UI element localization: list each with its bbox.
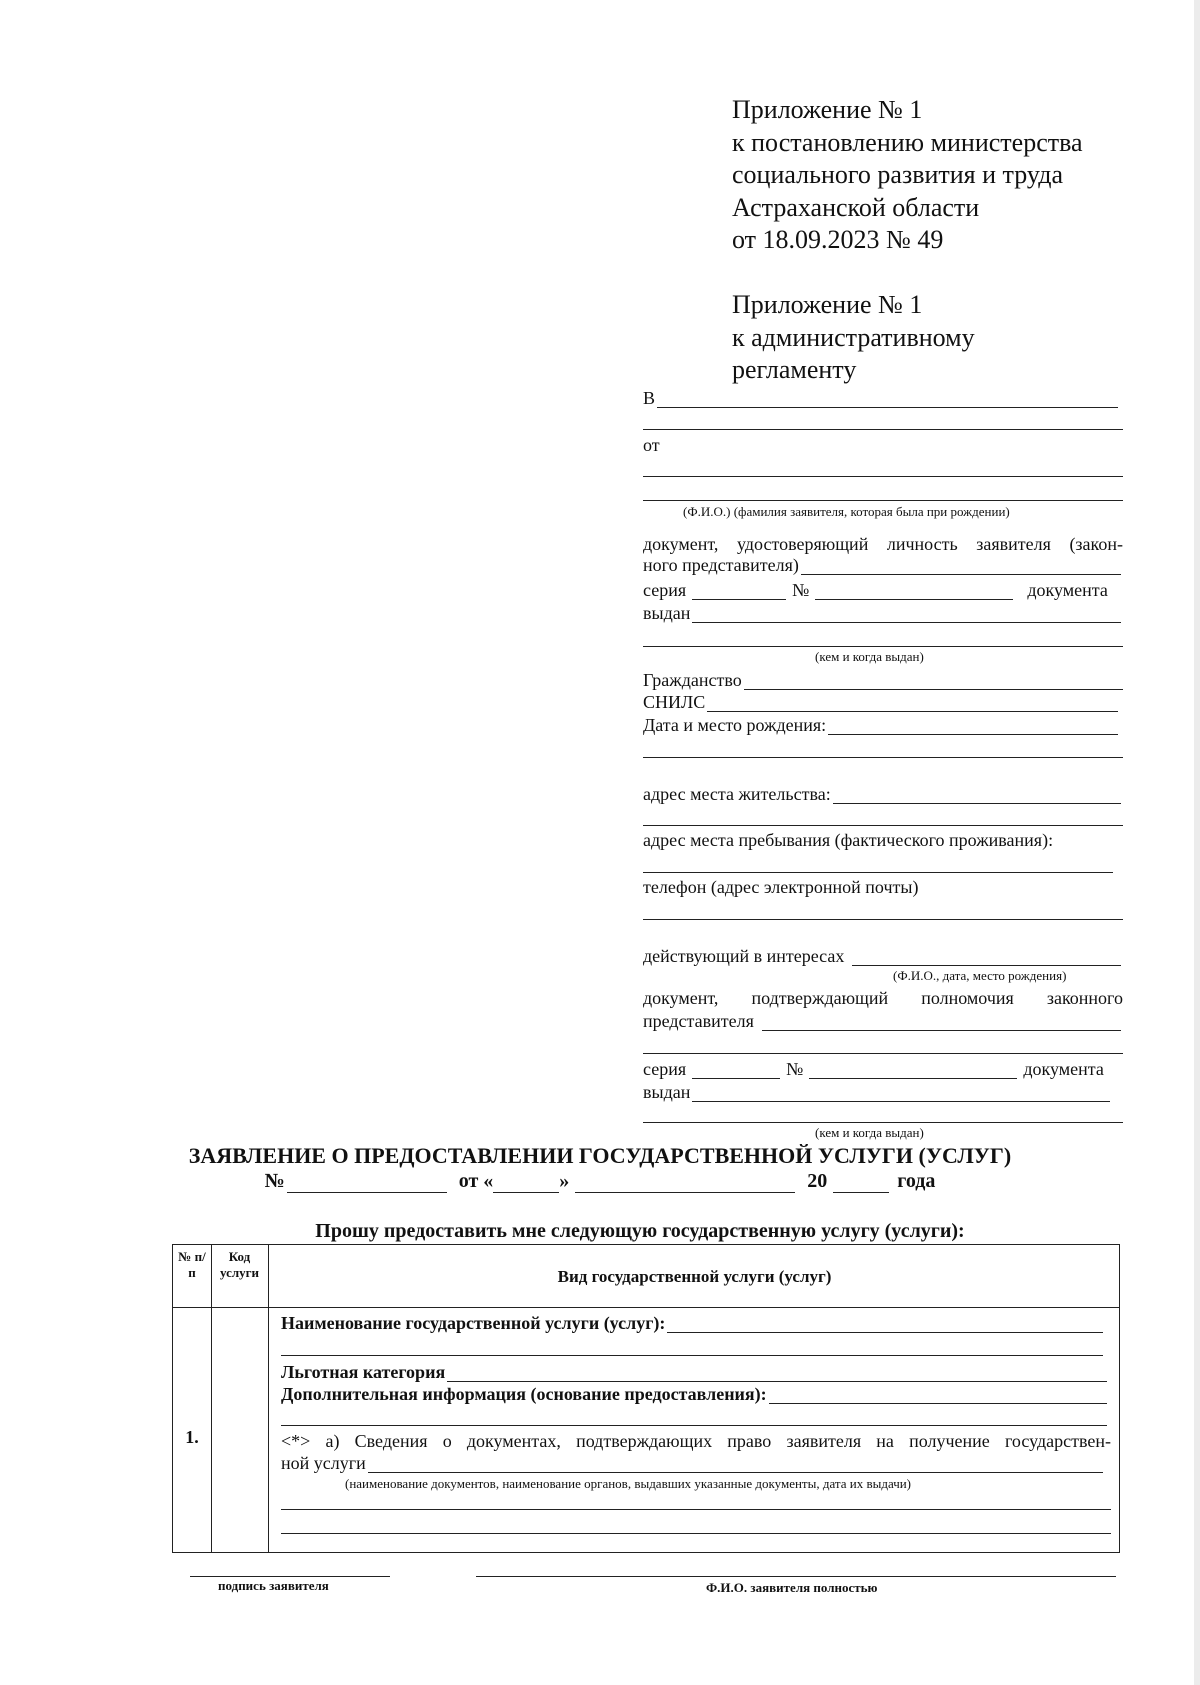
appendix-line: Приложение № 1 [732,290,923,319]
issued-line-2[interactable] [643,646,1123,647]
id-doc-field[interactable] [643,555,1121,575]
appendix-line: к постановлению министерства [732,127,1083,157]
row-number: 1. [185,1427,199,1447]
number-field[interactable] [815,582,1013,600]
signature-label: подпись заявителя [218,1578,329,1593]
docs-field[interactable] [281,1453,1103,1473]
auth-doc-line[interactable] [762,1013,1121,1031]
phone-label: телефон (адрес электронной почты) [643,877,919,897]
day-field[interactable] [493,1174,559,1193]
document-label: документа [1027,580,1108,600]
docs-line-2[interactable] [281,1509,1111,1510]
issued-note: (кем и когда выдан) [815,649,924,664]
stay-line[interactable] [643,872,1113,873]
column-divider [268,1245,269,1552]
birth-line-2[interactable] [643,757,1123,758]
appendix-header-regulation [732,289,975,387]
birth-label: Дата и место рождения: [643,715,827,735]
number-label: № [792,580,810,600]
issued-line[interactable] [692,605,1121,623]
application-number-line [0,1170,1200,1193]
appendix-header-decree [732,94,1083,257]
appendix-line: Астраханской области [732,192,980,222]
series-field[interactable] [692,582,786,600]
appendix-line: регламенту [732,355,857,384]
issued2-line[interactable] [692,1084,1110,1102]
issued-label: выдан [643,603,691,623]
service-name-label: Наименование государственной услуги (услуг): [281,1313,666,1333]
to-field[interactable] [643,388,1118,408]
series2-label: серия [643,1059,687,1079]
to-label: В [643,388,656,408]
number2-field[interactable] [809,1061,1017,1079]
benefit-field[interactable] [281,1362,1107,1382]
number-label: № [264,1170,285,1192]
snils-label: СНИЛС [643,692,706,712]
snils-field[interactable] [643,692,1118,712]
extra-info-line-2[interactable] [281,1425,1107,1426]
col-type-header: Вид государственной услуги (услуг) [557,1267,832,1286]
citizenship-line[interactable] [744,672,1123,690]
docs-label: ной услуги [281,1453,366,1473]
from-line-1[interactable] [643,476,1123,477]
request-text: Прошу предоставить мне следующую государственную услугу (услуги): [315,1220,965,1242]
appendix-line: Приложение № 1 [732,95,923,124]
col-code-header: Код услуги [219,1249,260,1280]
fio-note: (Ф.И.О.) (фамилия заявителя, которая была при рождении) [683,504,1010,519]
extra-info-line[interactable] [769,1386,1107,1404]
service-name-line-2[interactable] [281,1355,1103,1356]
benefit-label: Льготная категория [281,1362,446,1382]
auth-doc-text: документ, подтверждающий полномочия законного [643,988,1123,1008]
auth-doc-label: представителя [643,1011,754,1031]
series-label: серия [643,580,687,600]
snils-line[interactable] [707,694,1118,712]
issued2-line-2[interactable] [643,1122,1123,1123]
id-doc-line[interactable] [801,557,1121,575]
extra-info-field[interactable] [281,1384,1107,1404]
from-label: от [643,435,660,455]
year-prefix: 20 [807,1170,828,1192]
series2-field[interactable] [692,1061,780,1079]
date-open-label: от « [458,1170,494,1192]
phone-line[interactable] [643,919,1123,920]
stay-label: адрес места пребывания (фактического проживания): [643,830,1054,850]
month-field[interactable] [575,1174,795,1193]
benefit-line[interactable] [447,1364,1107,1382]
series-row [643,580,1125,600]
appendix-line: социального развития и труда [732,160,1064,189]
acting-label: действующий в интересах [643,946,845,966]
issued2-field[interactable] [643,1082,1110,1102]
year-suffix: года [897,1170,936,1192]
docs-line-3[interactable] [281,1533,1111,1534]
scan-edge [1194,0,1200,1685]
docs-note: (наименование документов, наименование органов, выдавших указанные документы, дата их выдачи) [345,1476,912,1491]
header-divider [173,1307,1119,1308]
number2-label: № [786,1059,804,1079]
id-doc-text: документ, удостоверяющий личность заявителя (закон- [643,534,1123,554]
appendix-line: к административному [732,322,975,352]
services-table [172,1244,1120,1553]
issued-field[interactable] [643,603,1121,623]
signature-line[interactable] [190,1576,390,1577]
application-title: ЗАЯВЛЕНИЕ О ПРЕДОСТАВЛЕНИИ ГОСУДАРСТВЕННОЙ УСЛУГИ (УСЛУГ) [188,1143,1012,1168]
residence-line-2[interactable] [643,825,1123,826]
to-line-2[interactable] [643,429,1123,430]
service-name-line[interactable] [667,1315,1103,1333]
residence-line[interactable] [833,786,1121,804]
fio-full-label: Ф.И.О. заявителя полностью [706,1580,878,1595]
series2-row [643,1059,1118,1079]
birth-field[interactable] [643,715,1118,735]
from-line-2[interactable] [643,500,1123,501]
auth-doc-field[interactable] [643,1011,1121,1031]
citizenship-field[interactable] [643,670,1123,690]
issued2-note: (кем и когда выдан) [815,1125,924,1140]
residence-label: адрес места жительства: [643,784,831,804]
extra-info-label: Дополнительная информация (основание предоставления): [281,1384,767,1404]
acting-field[interactable] [643,946,1121,966]
document2-label: документа [1023,1059,1104,1079]
issued2-label: выдан [643,1082,691,1102]
year-field[interactable] [833,1174,889,1193]
docs-line[interactable] [368,1455,1103,1473]
appendix-line: от 18.09.2023 № 49 [732,225,944,254]
auth-doc-line-2[interactable] [643,1053,1123,1054]
residence-field[interactable] [643,784,1121,804]
acting-line[interactable] [852,948,1121,966]
service-name-field[interactable] [281,1313,1103,1333]
birth-line[interactable] [828,717,1118,735]
citizenship-label: Гражданство [643,670,742,690]
col-num-header: № п/п [178,1249,206,1280]
to-line[interactable] [657,390,1118,408]
date-close-label: » [559,1170,570,1192]
fio-full-line[interactable] [476,1576,1116,1577]
docs-text: <*> а) Сведения о документах, подтверждающих право заявителя на получение государствен- [281,1431,1111,1451]
id-doc-label: ного представителя) [643,555,799,575]
column-divider [211,1245,212,1552]
acting-note: (Ф.И.О., дата, место рождения) [893,968,1067,983]
application-number-field[interactable] [287,1174,447,1193]
